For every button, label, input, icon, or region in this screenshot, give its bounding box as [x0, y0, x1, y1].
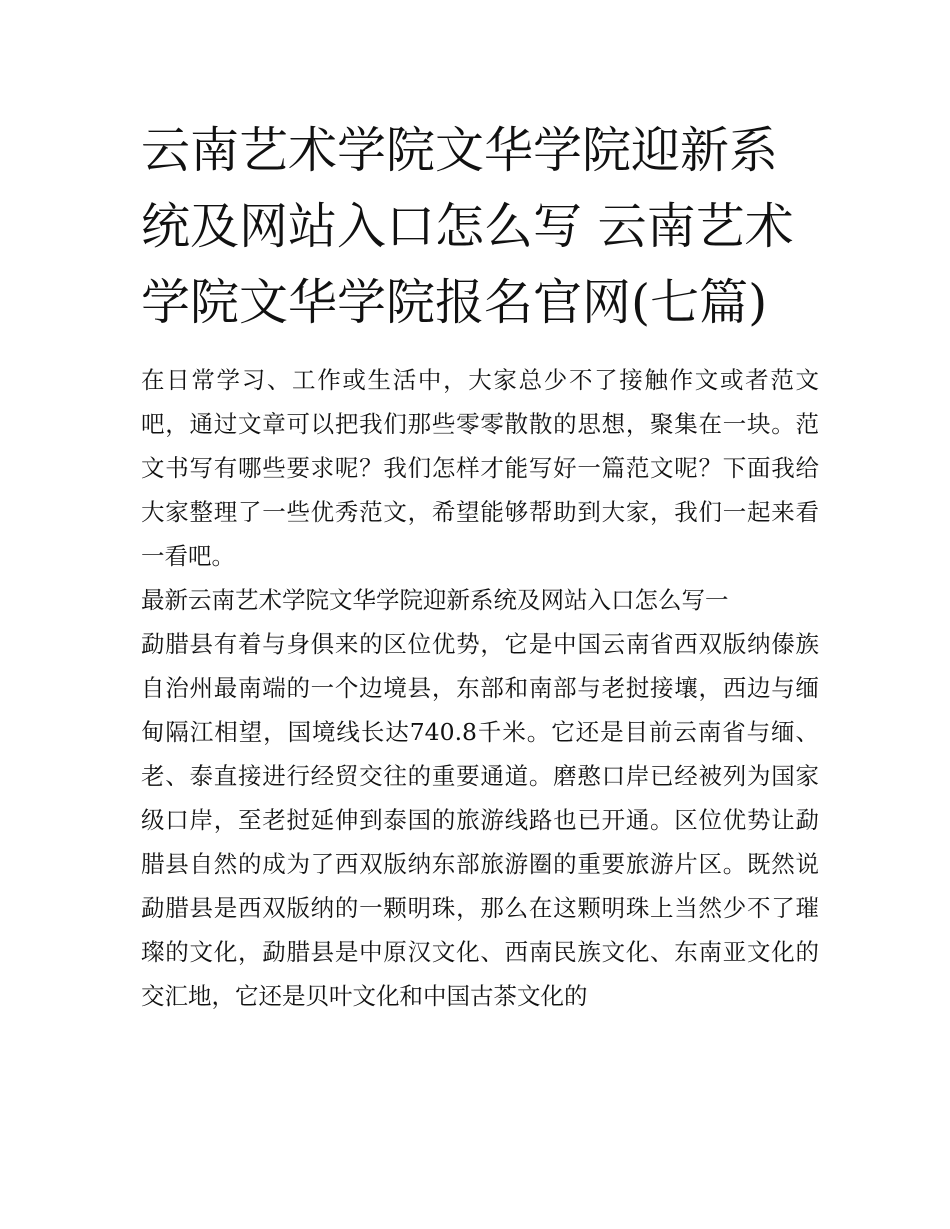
document-title: 云南艺术学院文华学院迎新系统及网站入口怎么写 云南艺术学院文华学院报名官网(七篇)	[141, 122, 794, 331]
document-body	[141, 358, 819, 1018]
intro-paragraph: 在日常学习、工作或生活中，大家总少不了接触作文或者范文吧，通过文章可以把我们那些零零散散的思想，聚集在一块。范文书写有哪些要求呢？我们怎样才能写好一篇范文呢？下面我给大家整理了一些优秀范文，希望能够帮助到大家，我们一起来看一看吧。	[141, 366, 819, 570]
section-heading: 最新云南艺术学院文华学院迎新系统及网站入口怎么写一	[141, 586, 729, 614]
section-paragraph: 勐腊县有着与身俱来的区位优势，它是中国云南省西双版纳傣族自治州最南端的一个边境县，东部和南部与老挝接壤，西边与缅甸隔江相望，国境线长达740.8千米。它还是目前云南省与缅、老、泰直接进行经贸交往的重要通道。磨憨口岸已经被列为国家级口岸，至老挝延伸到泰国的旅游线路也已开通。区位优势让勐腊县自然的成为了西双版纳东部旅游圈的重要旅游片区。既然说勐腊县是西双版纳的一颗明珠，那么在这颗明珠上当然少不了璀璨的文化，勐腊县是中原汉文化、西南民族文化、东南亚文化的交汇地，它还是贝叶文化和中国古茶文化的	[141, 630, 819, 1010]
